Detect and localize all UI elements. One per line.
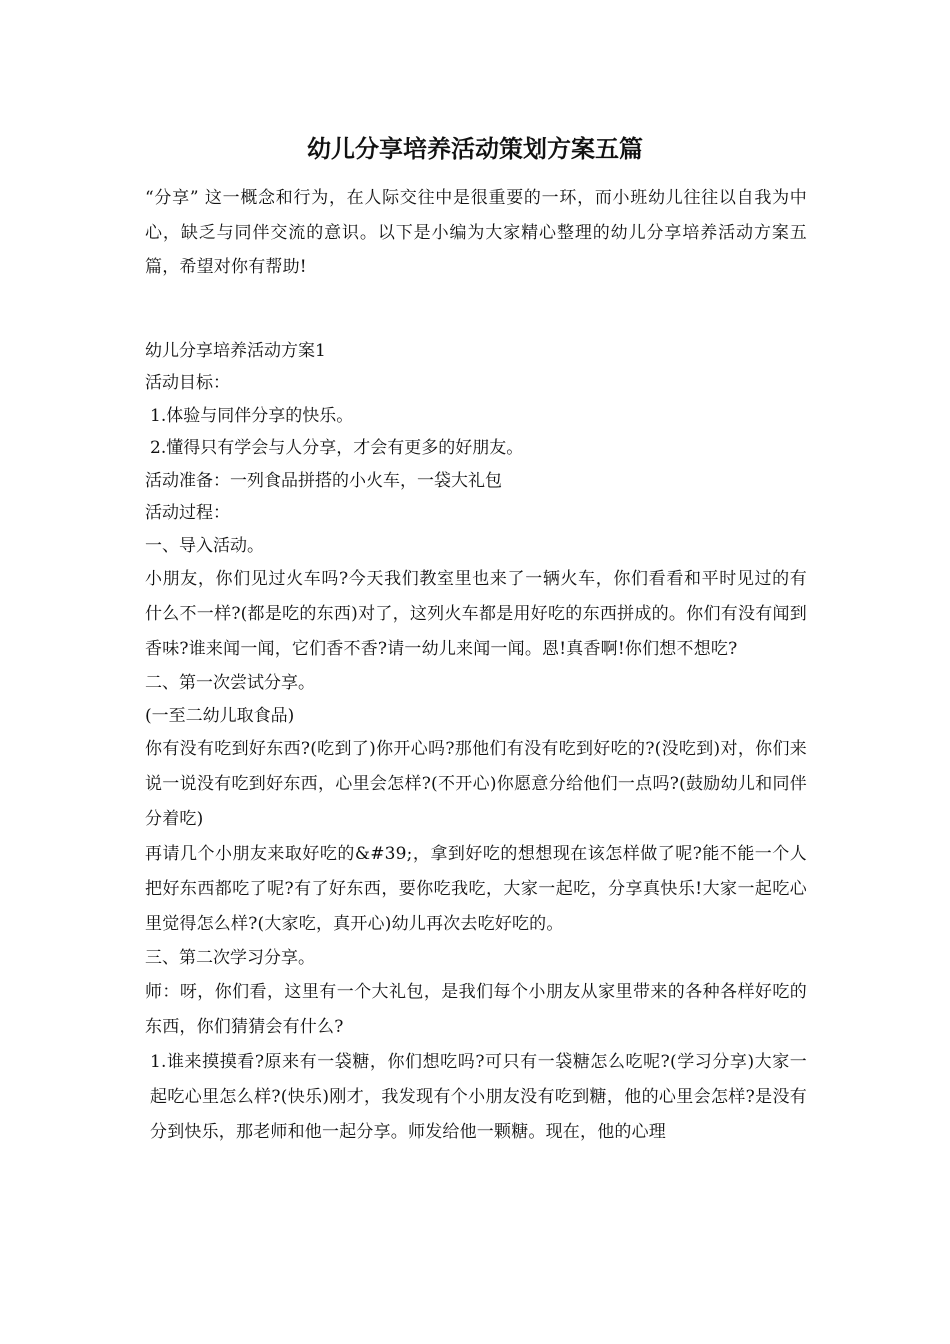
step-3-text-b: 1.谁来摸摸看?原来有一袋糖，你们想吃吗?可只有一袋糖怎么吃呢?(学习分享)大家一起吃心里怎么样?(快乐)刚才，我发现有个小朋友没有吃到糖，他的心里会怎样?是没有分到快乐，那老师和他一起分享。师发给他一颗糖。现在，他的心理 [150, 1051, 807, 1142]
step-2-title: 二、第一次尝试分享。 [145, 673, 315, 693]
document-body [145, 181, 807, 1150]
process-label: 活动过程： [145, 503, 230, 523]
step-1-title: 一、导入活动。 [145, 535, 264, 556]
step-2-note: (一至二幼儿取食品) [145, 705, 295, 726]
step-3-title: 三、第二次学习分享。 [145, 948, 315, 968]
step-3-text-a: 师：呀，你们看，这里有一个大礼包，是我们每个小朋友从家里带来的各种各样好吃的东西，你们猜猜会有什么? [145, 981, 807, 1037]
step-2-text-b: 再请几个小朋友来取好吃的&#39;，拿到好吃的想想现在该怎样做了呢?能不能一个人把好东西都吃了呢?有了好东西，要你吃我吃，大家一起吃，分享真快乐!大家一起吃心里觉得怎么样?(大家吃，真开心)幼儿再次去吃好吃的。 [145, 844, 807, 934]
document-title: 幼儿分享培养活动策划方案五篇 [307, 134, 643, 163]
preparation-line: 活动准备：一列食品拼搭的小火车，一袋大礼包 [145, 470, 502, 491]
step-2-text-a: 你有没有吃到好东西?(吃到了)你开心吗?那他们有没有吃到好吃的?(没吃到)对，你们来说一说没有吃到好东西，心里会怎样?(不开心)你愿意分给他们一点吗?(鼓励幼儿和同伴分着吃) [145, 739, 807, 829]
intro-paragraph: “分享” 这一概念和行为，在人际交往中是很重要的一环，而小班幼儿往往以自我为中心，缺乏与同伴交流的意识。以下是小编为大家精心整理的幼儿分享培养活动方案五篇，希望对你有帮助! [145, 188, 807, 277]
goals-label: 活动目标： [145, 373, 230, 393]
goal-item-2: 2.懂得只有学会与人分享，才会有更多的好朋友。 [150, 438, 524, 458]
step-1-text: 小朋友，你们见过火车吗?今天我们教室里也来了一辆火车，你们看看和平时见过的有什么不一样?(都是吃的东西)对了，这列火车都是用好吃的东西拼成的。你们有没有闻到香味?谁来闻一闻，它们香不香?请一幼儿来闻一闻。恩!真香啊!你们想不想吃? [145, 569, 807, 659]
goal-item-1: 1.体验与同伴分享的快乐。 [150, 405, 354, 426]
section-title: 幼儿分享培养活动方案1 [145, 340, 326, 361]
paragraph-spacer [145, 285, 807, 335]
